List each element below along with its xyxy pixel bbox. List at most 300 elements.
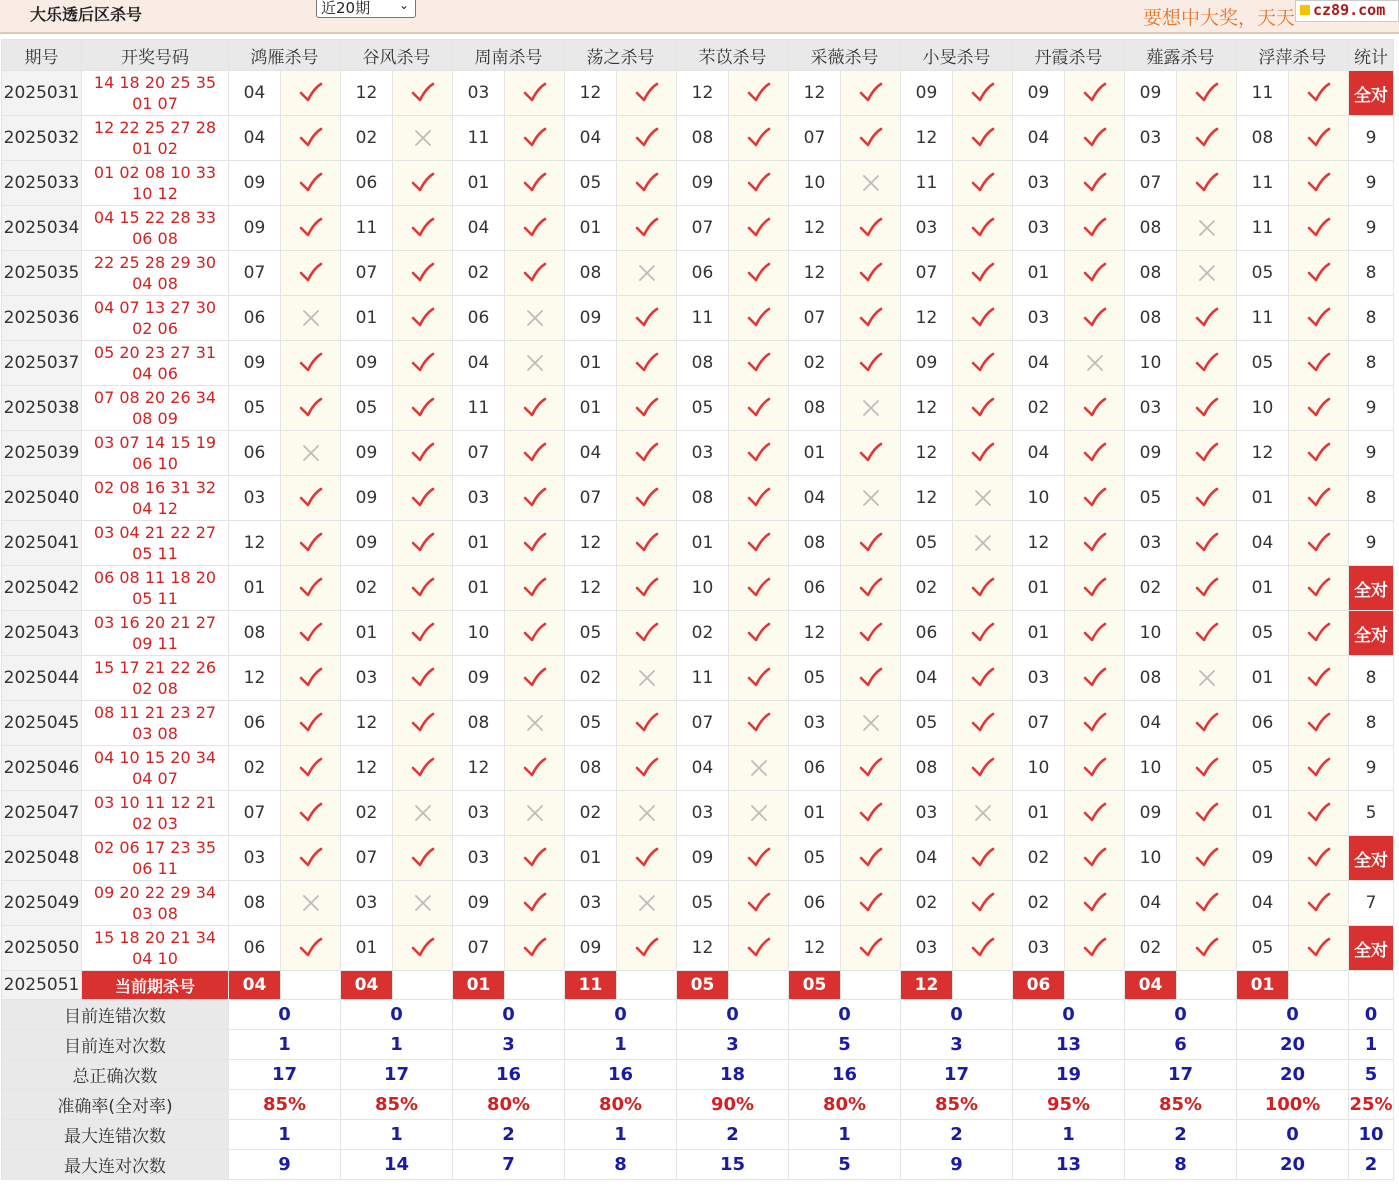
cross-icon (281, 296, 341, 341)
kill-number: 02 (789, 341, 841, 386)
summary-label: 最大连对次数 (2, 1150, 229, 1180)
col-header-expert: 小旻杀号 (901, 40, 1013, 71)
draw-numbers-cell (82, 296, 229, 341)
kill-number: 09 (677, 836, 729, 881)
summary-value: 13 (1013, 1030, 1125, 1060)
check-icon (281, 701, 341, 746)
kill-number: 02 (1125, 926, 1177, 971)
kill-number: 06 (789, 746, 841, 791)
kill-number: 12 (789, 926, 841, 971)
check-icon (617, 386, 677, 431)
issue-cell: 2025038 (2, 386, 82, 431)
back-numbers: 04 08 (132, 274, 178, 293)
check-icon (1177, 791, 1237, 836)
kill-number: 02 (901, 566, 953, 611)
kill-number: 03 (901, 206, 953, 251)
kill-number: 07 (229, 791, 281, 836)
kill-number: 01 (1237, 656, 1289, 701)
summary-value: 0 (677, 1000, 789, 1030)
summary-row (2, 1090, 1394, 1120)
summary-value: 16 (453, 1060, 565, 1090)
all-correct-badge: 全对 (1349, 566, 1394, 611)
check-icon (393, 206, 453, 251)
kill-number: 12 (901, 386, 953, 431)
check-icon (841, 656, 901, 701)
check-icon (393, 476, 453, 521)
check-icon (953, 746, 1013, 791)
kill-number: 02 (1013, 836, 1065, 881)
check-icon (1177, 476, 1237, 521)
current-kill-label: 当前期杀号 (82, 971, 229, 1000)
table-row (2, 341, 1394, 386)
kill-number: 12 (901, 476, 953, 521)
summary-label: 目前连错次数 (2, 1000, 229, 1030)
check-icon (617, 611, 677, 656)
kill-number: 06 (789, 881, 841, 926)
check-icon (281, 566, 341, 611)
kill-number: 11 (677, 656, 729, 701)
stat-cell: 9 (1349, 206, 1394, 251)
table-row (2, 836, 1394, 881)
kill-number: 04 (1013, 341, 1065, 386)
kill-number: 08 (901, 746, 953, 791)
check-icon (281, 251, 341, 296)
kill-number: 05 (1237, 611, 1289, 656)
draw-numbers-cell (82, 251, 229, 296)
check-icon (953, 251, 1013, 296)
kill-number: 10 (1125, 611, 1177, 656)
summary-value: 85% (901, 1090, 1013, 1120)
summary-value: 1 (229, 1030, 341, 1060)
summary-label: 最大连错次数 (2, 1120, 229, 1150)
check-icon (1065, 881, 1125, 926)
kill-number: 12 (901, 296, 953, 341)
current-kill-number: 05 (677, 971, 729, 1000)
col-header-expert: 薤露杀号 (1125, 40, 1237, 71)
kill-number: 07 (1125, 161, 1177, 206)
kill-number: 12 (341, 746, 393, 791)
check-icon (953, 116, 1013, 161)
check-icon (617, 206, 677, 251)
check-icon (841, 521, 901, 566)
check-icon (617, 116, 677, 161)
kill-number: 12 (901, 116, 953, 161)
draw-numbers-cell (82, 746, 229, 791)
check-icon (281, 476, 341, 521)
kill-number: 01 (1237, 791, 1289, 836)
kill-number: 04 (229, 71, 281, 116)
check-icon (1065, 431, 1125, 476)
check-icon (281, 161, 341, 206)
check-icon (281, 746, 341, 791)
summary-value: 100% (1237, 1090, 1349, 1120)
check-icon (841, 431, 901, 476)
kill-number: 05 (789, 656, 841, 701)
summary-value: 20 (1237, 1060, 1349, 1090)
table-row (2, 611, 1394, 656)
kill-number: 04 (789, 476, 841, 521)
check-icon (393, 746, 453, 791)
kill-number: 08 (229, 611, 281, 656)
kill-number: 12 (789, 71, 841, 116)
summary-value: 1 (229, 1120, 341, 1150)
kill-number: 02 (341, 116, 393, 161)
check-icon (953, 296, 1013, 341)
kill-number: 03 (341, 881, 393, 926)
kill-number: 06 (229, 701, 281, 746)
kill-number: 08 (789, 521, 841, 566)
kill-number: 09 (1125, 431, 1177, 476)
check-icon (1065, 926, 1125, 971)
cross-icon (393, 791, 453, 836)
kill-number: 01 (453, 566, 505, 611)
kill-number: 09 (341, 341, 393, 386)
issue-cell: 2025050 (2, 926, 82, 971)
check-icon (505, 746, 565, 791)
kill-number: 01 (229, 566, 281, 611)
kill-number: 01 (565, 836, 617, 881)
front-numbers: 14 18 20 25 35 (93, 73, 217, 92)
check-icon (617, 71, 677, 116)
issue-cell: 2025049 (2, 881, 82, 926)
check-icon (505, 881, 565, 926)
back-numbers: 04 06 (132, 364, 178, 383)
stat-cell: 8 (1349, 656, 1394, 701)
front-numbers: 08 11 21 23 27 (93, 703, 217, 722)
summary-value: 14 (341, 1150, 453, 1180)
kill-number: 05 (901, 521, 953, 566)
kill-number: 03 (1013, 656, 1065, 701)
check-icon (1289, 206, 1349, 251)
check-icon (1177, 566, 1237, 611)
kill-number: 05 (1125, 476, 1177, 521)
summary-stat: 25% (1349, 1090, 1394, 1120)
kill-number: 12 (677, 71, 729, 116)
col-header-stat: 统计 (1349, 40, 1394, 71)
summary-value: 9 (901, 1150, 1013, 1180)
check-icon (729, 71, 789, 116)
stat-cell: 9 (1349, 521, 1394, 566)
check-icon (281, 206, 341, 251)
cross-icon (1177, 206, 1237, 251)
kill-number: 02 (1013, 881, 1065, 926)
check-icon (1065, 476, 1125, 521)
check-icon (953, 611, 1013, 656)
check-icon (617, 521, 677, 566)
empty-cell (617, 971, 677, 1000)
issue-cell: 2025044 (2, 656, 82, 701)
summary-value: 90% (677, 1090, 789, 1120)
check-icon (1289, 116, 1349, 161)
period-select[interactable] (316, 0, 416, 18)
draw-numbers-cell (82, 116, 229, 161)
summary-value: 7 (453, 1150, 565, 1180)
summary-value: 2 (453, 1120, 565, 1150)
check-icon (505, 431, 565, 476)
kill-number: 10 (1125, 836, 1177, 881)
check-icon (1065, 71, 1125, 116)
check-icon (841, 116, 901, 161)
draw-numbers-cell (82, 161, 229, 206)
kill-number: 02 (341, 791, 393, 836)
empty-cell (953, 971, 1013, 1000)
summary-value: 20 (1237, 1030, 1349, 1060)
cross-icon (953, 791, 1013, 836)
summary-value: 80% (453, 1090, 565, 1120)
back-numbers: 10 12 (132, 184, 178, 203)
check-icon (1289, 71, 1349, 116)
summary-value: 0 (789, 1000, 901, 1030)
kill-number: 12 (789, 611, 841, 656)
check-icon (617, 431, 677, 476)
kill-number: 01 (1013, 566, 1065, 611)
summary-value: 17 (1125, 1060, 1237, 1090)
kill-number: 03 (453, 836, 505, 881)
check-icon (617, 701, 677, 746)
kill-number: 06 (677, 251, 729, 296)
summary-value: 8 (1125, 1150, 1237, 1180)
kill-number: 02 (677, 611, 729, 656)
check-icon (1177, 926, 1237, 971)
kill-number: 07 (341, 251, 393, 296)
check-icon (1065, 611, 1125, 656)
kill-number: 11 (901, 161, 953, 206)
summary-value: 18 (677, 1060, 789, 1090)
summary-stat: 5 (1349, 1060, 1394, 1090)
cross-icon (841, 701, 901, 746)
front-numbers: 01 02 08 10 33 (93, 163, 217, 182)
issue-cell: 2025048 (2, 836, 82, 881)
current-kill-number: 05 (789, 971, 841, 1000)
cross-icon (617, 881, 677, 926)
summary-value: 16 (789, 1060, 901, 1090)
kill-number: 03 (453, 791, 505, 836)
kill-number: 08 (229, 881, 281, 926)
stat-cell: 7 (1349, 881, 1394, 926)
summary-value: 6 (1125, 1030, 1237, 1060)
draw-numbers-cell (82, 521, 229, 566)
check-icon (393, 521, 453, 566)
kill-number: 08 (565, 251, 617, 296)
kill-number: 10 (789, 161, 841, 206)
kill-number: 10 (1013, 476, 1065, 521)
front-numbers: 05 20 23 27 31 (93, 343, 217, 362)
check-icon (1065, 116, 1125, 161)
check-icon (281, 521, 341, 566)
kill-number: 10 (453, 611, 505, 656)
summary-value: 3 (677, 1030, 789, 1060)
draw-numbers-cell (82, 341, 229, 386)
check-icon (841, 71, 901, 116)
col-header-expert: 丹霞杀号 (1013, 40, 1125, 71)
top-bar (0, 0, 1399, 34)
empty-cell (1177, 971, 1237, 1000)
check-icon (1177, 296, 1237, 341)
summary-value: 85% (1125, 1090, 1237, 1120)
stat-cell: 9 (1349, 116, 1394, 161)
summary-label: 准确率(全对率) (2, 1090, 229, 1120)
brand-logo[interactable] (1295, 0, 1399, 22)
back-numbers: 04 12 (132, 499, 178, 518)
kill-number: 11 (453, 386, 505, 431)
check-icon (505, 521, 565, 566)
kill-number: 06 (901, 611, 953, 656)
stat-cell: 8 (1349, 701, 1394, 746)
check-icon (1065, 296, 1125, 341)
check-icon (281, 926, 341, 971)
summary-label: 总正确次数 (2, 1060, 229, 1090)
kill-number: 02 (341, 566, 393, 611)
kill-number: 07 (453, 926, 505, 971)
issue-cell: 2025031 (2, 71, 82, 116)
check-icon (953, 701, 1013, 746)
check-icon (953, 206, 1013, 251)
kill-number: 12 (789, 206, 841, 251)
check-icon (1289, 926, 1349, 971)
check-icon (505, 476, 565, 521)
summary-value: 1 (341, 1120, 453, 1150)
table-row (2, 521, 1394, 566)
check-icon (1289, 521, 1349, 566)
kill-number: 04 (229, 116, 281, 161)
check-icon (953, 566, 1013, 611)
col-header-issue: 期号 (2, 40, 82, 71)
cross-icon (393, 881, 453, 926)
col-header-expert: 鸿雁杀号 (229, 40, 341, 71)
kill-number: 09 (1125, 71, 1177, 116)
check-icon (1177, 611, 1237, 656)
draw-numbers-cell (82, 476, 229, 521)
back-numbers: 05 11 (132, 589, 178, 608)
kill-number: 04 (453, 206, 505, 251)
back-numbers: 02 03 (132, 814, 178, 833)
summary-stat: 2 (1349, 1150, 1394, 1180)
check-icon (1289, 611, 1349, 656)
check-icon (617, 836, 677, 881)
check-icon (281, 836, 341, 881)
summary-value: 13 (1013, 1150, 1125, 1180)
brand-text: cz89.com (1313, 1, 1386, 19)
summary-value: 2 (1125, 1120, 1237, 1150)
check-icon (505, 116, 565, 161)
cross-icon (729, 746, 789, 791)
stat-cell: 8 (1349, 251, 1394, 296)
check-icon (729, 206, 789, 251)
kill-number: 08 (677, 476, 729, 521)
check-icon (281, 791, 341, 836)
draw-numbers-cell (82, 701, 229, 746)
kill-number: 05 (901, 701, 953, 746)
check-icon (1065, 161, 1125, 206)
summary-value: 80% (789, 1090, 901, 1120)
kill-number: 12 (341, 71, 393, 116)
kill-number: 12 (789, 251, 841, 296)
current-kill-number: 01 (1237, 971, 1289, 1000)
kill-number: 09 (565, 926, 617, 971)
kill-number: 07 (901, 251, 953, 296)
kill-number: 08 (1125, 206, 1177, 251)
current-issue-cell: 2025051 (2, 971, 82, 1000)
cross-icon (953, 476, 1013, 521)
back-numbers: 03 08 (132, 904, 178, 923)
back-numbers: 03 08 (132, 724, 178, 743)
kill-number: 05 (1237, 926, 1289, 971)
check-icon (1065, 701, 1125, 746)
front-numbers: 03 07 14 15 19 (93, 433, 217, 452)
check-icon (953, 881, 1013, 926)
check-icon (953, 926, 1013, 971)
issue-cell: 2025032 (2, 116, 82, 161)
front-numbers: 15 17 21 22 26 (93, 658, 217, 677)
back-numbers: 02 06 (132, 319, 178, 338)
check-icon (393, 251, 453, 296)
kill-number: 11 (677, 296, 729, 341)
kill-number: 12 (565, 566, 617, 611)
current-kill-number: 01 (453, 971, 505, 1000)
summary-value: 0 (341, 1000, 453, 1030)
col-header-expert: 荡之杀号 (565, 40, 677, 71)
kill-number: 04 (677, 746, 729, 791)
kill-number: 07 (677, 701, 729, 746)
table-row (2, 431, 1394, 476)
front-numbers: 04 07 13 27 30 (93, 298, 217, 317)
table-row (2, 656, 1394, 701)
issue-cell: 2025046 (2, 746, 82, 791)
kill-number: 03 (1125, 521, 1177, 566)
kill-number: 03 (901, 791, 953, 836)
summary-row (2, 1000, 1394, 1030)
kill-number: 09 (229, 161, 281, 206)
all-correct-badge: 全对 (1349, 71, 1394, 116)
check-icon (729, 161, 789, 206)
table-row (2, 161, 1394, 206)
summary-value: 8 (565, 1150, 677, 1180)
stat-cell: 9 (1349, 386, 1394, 431)
issue-cell: 2025041 (2, 521, 82, 566)
period-select-value: 近20期 (321, 0, 371, 17)
table-row (2, 926, 1394, 971)
front-numbers: 02 06 17 23 35 (93, 838, 217, 857)
summary-value: 85% (341, 1090, 453, 1120)
kill-number: 04 (565, 116, 617, 161)
empty-cell (841, 971, 901, 1000)
check-icon (729, 341, 789, 386)
summary-row (2, 1120, 1394, 1150)
check-icon (281, 611, 341, 656)
summary-value: 0 (453, 1000, 565, 1030)
check-icon (281, 656, 341, 701)
kill-number: 06 (229, 926, 281, 971)
summary-value: 3 (901, 1030, 1013, 1060)
kill-number: 01 (565, 386, 617, 431)
check-icon (281, 71, 341, 116)
check-icon (505, 161, 565, 206)
kill-number: 08 (453, 701, 505, 746)
kill-number: 04 (1125, 881, 1177, 926)
front-numbers: 07 08 20 26 34 (93, 388, 217, 407)
kill-number: 03 (677, 431, 729, 476)
col-header-expert: 谷风杀号 (341, 40, 453, 71)
kill-number: 05 (677, 881, 729, 926)
summary-value: 17 (229, 1060, 341, 1090)
kill-number: 04 (901, 836, 953, 881)
kill-number: 09 (453, 656, 505, 701)
check-icon (729, 431, 789, 476)
empty-cell (729, 971, 789, 1000)
draw-numbers-cell (82, 881, 229, 926)
check-icon (953, 71, 1013, 116)
check-icon (841, 881, 901, 926)
